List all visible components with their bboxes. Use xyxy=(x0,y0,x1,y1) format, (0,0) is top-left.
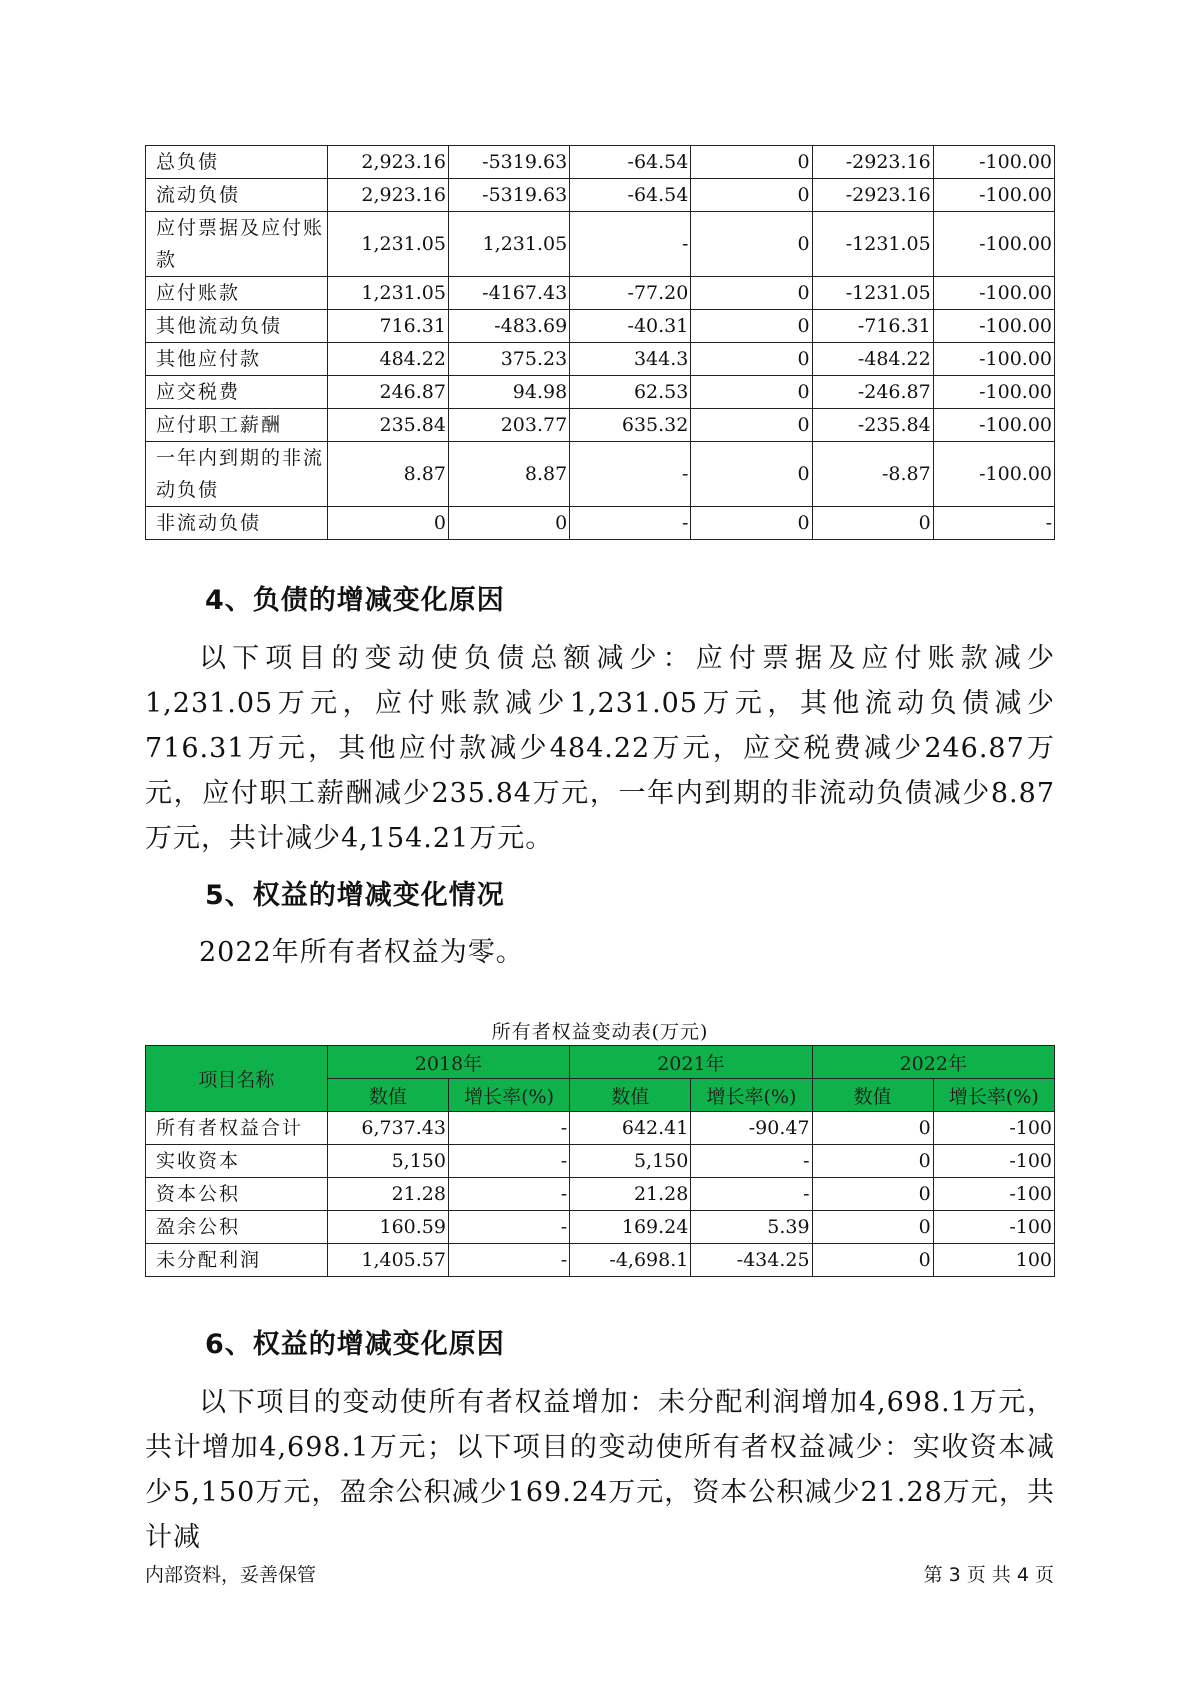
cell-c4: 0 xyxy=(691,179,812,212)
cell-c2: 0 xyxy=(448,507,569,540)
cell-v2021: 5,150 xyxy=(570,1145,691,1178)
row-label: 所有者权益合计 xyxy=(146,1112,328,1145)
cell-c3: 635.32 xyxy=(570,409,691,442)
table-row xyxy=(146,1178,1055,1211)
cell-v2021: 169.24 xyxy=(570,1211,691,1244)
table-row xyxy=(146,277,1055,310)
row-label: 应付票据及应付账款 xyxy=(146,212,328,277)
cell-c5: -1231.05 xyxy=(812,212,933,277)
cell-c5: -2923.16 xyxy=(812,179,933,212)
row-label: 总负债 xyxy=(146,146,328,179)
table-row xyxy=(146,409,1055,442)
cell-c5: -1231.05 xyxy=(812,277,933,310)
cell-v2021: 642.41 xyxy=(570,1112,691,1145)
header-year-2018: 2018年 xyxy=(327,1046,569,1079)
equity-table xyxy=(145,1045,1055,1277)
header-year-2021: 2021年 xyxy=(570,1046,812,1079)
cell-c1: 0 xyxy=(327,507,448,540)
cell-c3: 344.3 xyxy=(570,343,691,376)
cell-c4: 0 xyxy=(691,409,812,442)
cell-v2018: 1,405.57 xyxy=(327,1244,448,1277)
header-value-2021: 数值 xyxy=(570,1079,691,1112)
cell-c2: -4167.43 xyxy=(448,277,569,310)
cell-g2021: 5.39 xyxy=(691,1211,812,1244)
cell-c1: 484.22 xyxy=(327,343,448,376)
row-label: 未分配利润 xyxy=(146,1244,328,1277)
cell-c5: -246.87 xyxy=(812,376,933,409)
table-row xyxy=(146,507,1055,540)
header-growth-2018: 增长率(%) xyxy=(448,1079,569,1112)
header-value-2022: 数值 xyxy=(812,1079,933,1112)
cell-g2021: -90.47 xyxy=(691,1112,812,1145)
cell-g2018: - xyxy=(448,1112,569,1145)
cell-c4: 0 xyxy=(691,277,812,310)
cell-g2022: 100 xyxy=(933,1244,1054,1277)
cell-c3: -64.54 xyxy=(570,146,691,179)
cell-g2018: - xyxy=(448,1145,569,1178)
cell-c6: - xyxy=(933,507,1054,540)
cell-c2: -5319.63 xyxy=(448,179,569,212)
cell-c4: 0 xyxy=(691,310,812,343)
cell-c4: 0 xyxy=(691,376,812,409)
cell-v2018: 21.28 xyxy=(327,1178,448,1211)
cell-v2022: 0 xyxy=(812,1178,933,1211)
cell-c1: 1,231.05 xyxy=(327,277,448,310)
cell-v2022: 0 xyxy=(812,1112,933,1145)
cell-c3: - xyxy=(570,212,691,277)
cell-c2: 1,231.05 xyxy=(448,212,569,277)
row-label: 其他应付款 xyxy=(146,343,328,376)
cell-c5: 0 xyxy=(812,507,933,540)
row-label: 非流动负债 xyxy=(146,507,328,540)
cell-c5: -716.31 xyxy=(812,310,933,343)
section4-paragraph: 以下项目的变动使负债总额减少：应付票据及应付账款减少1,231.05万元，应付账款减少1,231.05万元，其他流动负债减少716.31万元，其他应付款减少484.22万元，应交税费减少246.87万元，应付职工薪酬减少235.84万元，一年内到期的非流动负债减少8.87万元，共计减少4,154.21万元。 xyxy=(145,643,1055,854)
cell-g2021: -434.25 xyxy=(691,1244,812,1277)
section5-heading: 5、权益的增减变化情况 xyxy=(205,880,505,911)
header-year-2022: 2022年 xyxy=(812,1046,1054,1079)
cell-c3: -40.31 xyxy=(570,310,691,343)
cell-g2018: - xyxy=(448,1244,569,1277)
cell-g2018: - xyxy=(448,1211,569,1244)
table-row xyxy=(146,212,1055,277)
row-label: 应付账款 xyxy=(146,277,328,310)
row-label: 盈余公积 xyxy=(146,1211,328,1244)
row-label: 流动负债 xyxy=(146,179,328,212)
cell-c6: -100.00 xyxy=(933,179,1054,212)
table-row xyxy=(146,343,1055,376)
cell-g2021: - xyxy=(691,1178,812,1211)
footer-page-number: 第 3 页 共 4 页 xyxy=(923,1564,1054,1586)
section6-paragraph: 以下项目的变动使所有者权益增加：未分配利润增加4,698.1万元，共计增加4,698.1万元；以下项目的变动使所有者权益减少：实收资本减少5,150万元，盈余公积减少169.24万元，资本公积减少21.28万元，共计减 xyxy=(145,1387,1055,1553)
cell-c5: -8.87 xyxy=(812,442,933,507)
cell-c1: 2,923.16 xyxy=(327,179,448,212)
cell-c2: 203.77 xyxy=(448,409,569,442)
section4-heading: 4、负债的增减变化原因 xyxy=(205,585,505,616)
cell-c4: 0 xyxy=(691,343,812,376)
cell-c6: -100.00 xyxy=(933,442,1054,507)
cell-c1: 246.87 xyxy=(327,376,448,409)
cell-c5: -235.84 xyxy=(812,409,933,442)
section6-heading: 6、权益的增减变化原因 xyxy=(205,1329,505,1360)
cell-c1: 235.84 xyxy=(327,409,448,442)
cell-c2: -5319.63 xyxy=(448,146,569,179)
header-item-name: 项目名称 xyxy=(146,1046,328,1112)
cell-v2021: -4,698.1 xyxy=(570,1244,691,1277)
cell-c1: 8.87 xyxy=(327,442,448,507)
header-value-2018: 数值 xyxy=(327,1079,448,1112)
cell-c6: -100.00 xyxy=(933,310,1054,343)
table-row xyxy=(146,1211,1055,1244)
table-row xyxy=(146,146,1055,179)
cell-v2021: 21.28 xyxy=(570,1178,691,1211)
cell-c6: -100.00 xyxy=(933,146,1054,179)
cell-c3: - xyxy=(570,507,691,540)
cell-c1: 2,923.16 xyxy=(327,146,448,179)
cell-c4: 0 xyxy=(691,507,812,540)
header-growth-2022: 增长率(%) xyxy=(933,1079,1054,1112)
row-label: 应交税费 xyxy=(146,376,328,409)
table-row xyxy=(146,1145,1055,1178)
footer-confidential: 内部资料，妥善保管 xyxy=(145,1564,317,1586)
liability-table xyxy=(145,145,1055,540)
table-row xyxy=(146,376,1055,409)
cell-g2018: - xyxy=(448,1178,569,1211)
cell-c2: 375.23 xyxy=(448,343,569,376)
cell-c4: 0 xyxy=(691,146,812,179)
cell-c3: -64.54 xyxy=(570,179,691,212)
cell-v2018: 6,737.43 xyxy=(327,1112,448,1145)
row-label: 资本公积 xyxy=(146,1178,328,1211)
section5-paragraph: 2022年所有者权益为零。 xyxy=(199,937,524,968)
row-label: 应付职工薪酬 xyxy=(146,409,328,442)
cell-c2: -483.69 xyxy=(448,310,569,343)
table-row xyxy=(146,1244,1055,1277)
cell-v2018: 5,150 xyxy=(327,1145,448,1178)
table-row xyxy=(146,1112,1055,1145)
cell-c5: -484.22 xyxy=(812,343,933,376)
cell-g2022: -100 xyxy=(933,1211,1054,1244)
header-growth-2021: 增长率(%) xyxy=(691,1079,812,1112)
cell-c4: 0 xyxy=(691,212,812,277)
cell-c4: 0 xyxy=(691,442,812,507)
row-label: 其他流动负债 xyxy=(146,310,328,343)
table-row xyxy=(146,442,1055,507)
cell-c6: -100.00 xyxy=(933,343,1054,376)
cell-c5: -2923.16 xyxy=(812,146,933,179)
cell-c2: 94.98 xyxy=(448,376,569,409)
cell-g2021: - xyxy=(691,1145,812,1178)
cell-c6: -100.00 xyxy=(933,212,1054,277)
cell-c6: -100.00 xyxy=(933,277,1054,310)
cell-g2022: -100 xyxy=(933,1112,1054,1145)
cell-v2022: 0 xyxy=(812,1145,933,1178)
cell-c1: 716.31 xyxy=(327,310,448,343)
cell-g2022: -100 xyxy=(933,1145,1054,1178)
cell-c1: 1,231.05 xyxy=(327,212,448,277)
table-row xyxy=(146,310,1055,343)
cell-c3: - xyxy=(570,442,691,507)
cell-v2018: 160.59 xyxy=(327,1211,448,1244)
cell-v2022: 0 xyxy=(812,1211,933,1244)
row-label: 一年内到期的非流动负债 xyxy=(146,442,328,507)
cell-c3: 62.53 xyxy=(570,376,691,409)
cell-g2022: -100 xyxy=(933,1178,1054,1211)
cell-c3: -77.20 xyxy=(570,277,691,310)
row-label: 实收资本 xyxy=(146,1145,328,1178)
cell-c6: -100.00 xyxy=(933,409,1054,442)
cell-c2: 8.87 xyxy=(448,442,569,507)
cell-v2022: 0 xyxy=(812,1244,933,1277)
table-row xyxy=(146,179,1055,212)
cell-c6: -100.00 xyxy=(933,376,1054,409)
equity-table-caption: 所有者权益变动表(万元) xyxy=(491,1021,709,1043)
